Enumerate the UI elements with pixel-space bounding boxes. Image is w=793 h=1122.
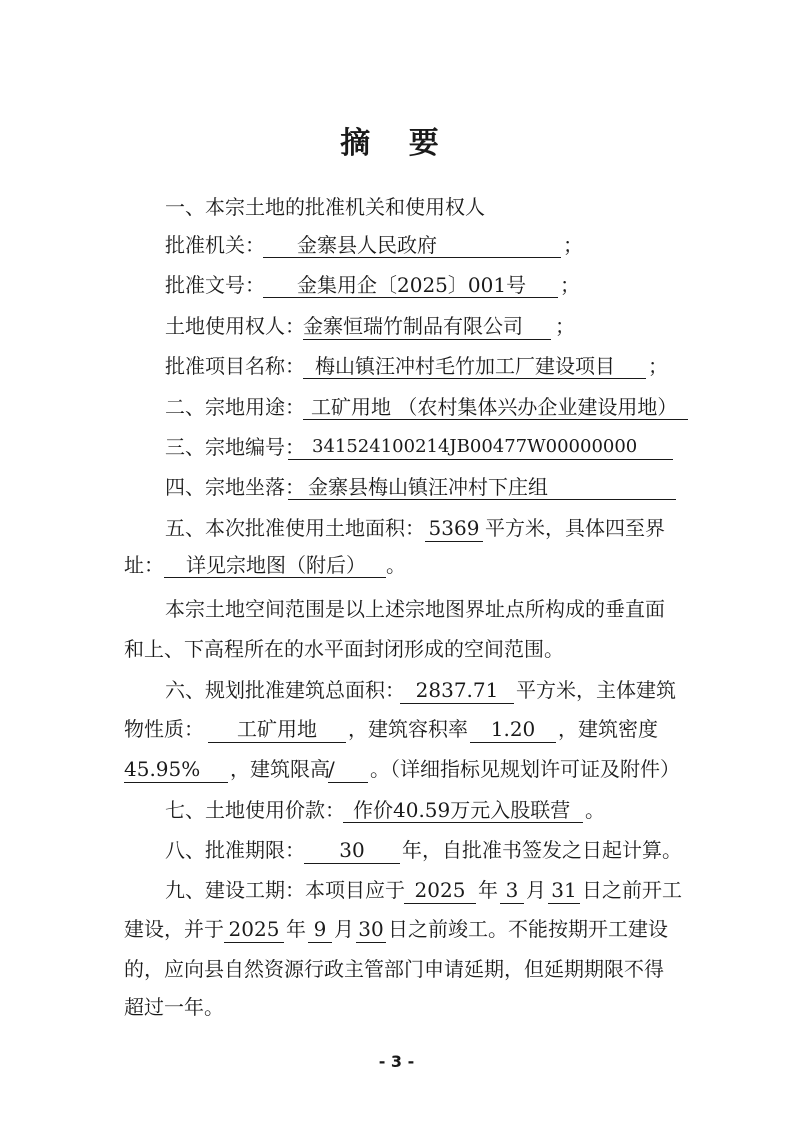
plan-l2-label: 物性质： [124,717,204,741]
project-label: 批准项目名称： [165,354,305,378]
plan-l3-end: 。（详细指标见规划许可证及附件） [370,757,680,781]
location-label: 四、宗地坐落： [165,475,305,499]
term-after: 年，自批准书签发之日起计算。 [402,838,682,862]
price-label: 七、土地使用价款： [165,798,345,822]
authority-end: ； [563,233,583,257]
docnum-row [0,270,793,300]
plan-l3-mid: ，建筑限高 [230,757,330,781]
plan-label: 六、规划批准建筑总面积： [165,678,405,702]
project-end: ； [648,354,668,378]
area-row-1 [0,513,793,543]
construction-m2: 9 [308,914,332,943]
construction-row-2 [0,914,793,944]
plan-after: 平方米，主体建筑 [516,678,676,702]
project-value: 梅山镇汪冲村毛竹加工厂建设项目 [303,351,646,379]
page-number: - 3 - [378,1052,415,1071]
construction-t6: 日之前竣工。不能按期开工建设 [388,917,668,941]
authority-label: 批准机关： [165,233,265,257]
plan-value: 2837.71 [400,675,514,704]
plan-l2-end: ，建筑密度 [558,717,658,741]
user-end: ； [555,314,575,338]
area-after: 平方米，具体四至界 [485,516,665,540]
construction-t2: 月 [526,878,546,902]
construction-t4: 年 [286,917,306,941]
construction-row-3 [0,954,793,984]
location-value: 金寨县梅山镇汪冲村下庄组 [288,472,676,500]
construction-y1: 2025 [404,875,476,904]
space-text-2: 和上、下高程所在的水平面封闭形成的空间范围。 [124,637,564,661]
term-label: 八、批准期限： [165,838,305,862]
code-label: 三、宗地编号： [165,435,305,459]
plan-l2-mid: ，建筑容积率 [348,717,468,741]
space-line-1 [0,594,793,624]
area-label: 五、本次批准使用土地面积： [165,516,425,540]
construction-d1: 31 [548,875,580,904]
code-row [0,432,793,462]
construction-t5: 月 [334,917,354,941]
plan-row-1 [0,675,793,705]
construction-text-4: 超过一年。 [124,995,224,1019]
construction-row-1 [0,875,793,905]
plan-l2-value: 工矿用地 [208,714,346,743]
authority-value: 金寨县人民政府 [263,230,561,258]
space-line-2 [0,634,793,664]
area-end-2: 。 [386,553,406,577]
area-row-2 [0,550,793,580]
location-row [0,472,793,502]
construction-y2: 2025 [224,914,284,943]
page-title: 摘 要 [340,126,453,161]
plan-row-2 [0,714,793,744]
term-row [0,835,793,865]
price-end: 。 [585,798,605,822]
code-value: 341524100214JB00477W00000000 [288,432,673,460]
project-row [0,351,793,381]
construction-t3: 日之前开工 [582,878,682,902]
plan-l3-value2: / [328,754,368,783]
price-value: 作价40.59万元入股联营 [343,795,583,823]
plan-l2-value2: 1.20 [470,714,556,743]
docnum-end: ； [560,273,580,297]
docnum-label: 批准文号： [165,273,265,297]
area-label-2: 址： [124,553,164,577]
construction-text-3: 的，应向县自然资源行政主管部门申请延期，但延期期限不得 [124,957,664,981]
use-row [0,392,793,422]
construction-t1: 年 [478,878,498,902]
construction-row-4 [0,992,793,1022]
plan-l3-value: 45.95% [124,754,228,783]
user-row [0,311,793,341]
use-label: 二、宗地用途： [165,395,305,419]
use-value: 工矿用地 （农村集体兴办企业建设用地） [303,392,688,420]
section-1-heading [0,192,793,222]
term-value: 30 [304,835,400,864]
construction-label: 九、建设工期：本项目应于 [165,878,405,902]
area-value-2: 详见宗地图（附后） [164,550,386,578]
authority-row [0,230,793,260]
plan-row-3 [0,754,793,784]
price-row [0,795,793,825]
construction-m1: 3 [500,875,524,904]
docnum-value: 金集用企〔2025〕001号 [263,270,558,298]
section-1-text: 一、本宗土地的批准机关和使用权人 [165,195,485,219]
user-value: 金寨恒瑞竹制品有限公司 [303,311,551,340]
space-text-1: 本宗土地空间范围是以上述宗地图界址点所构成的垂直面 [165,597,665,621]
user-label: 土地使用权人： [165,314,305,338]
construction-l2-label: 建设，并于 [124,917,224,941]
area-value: 5369 [425,513,483,542]
construction-d2: 30 [356,914,386,943]
